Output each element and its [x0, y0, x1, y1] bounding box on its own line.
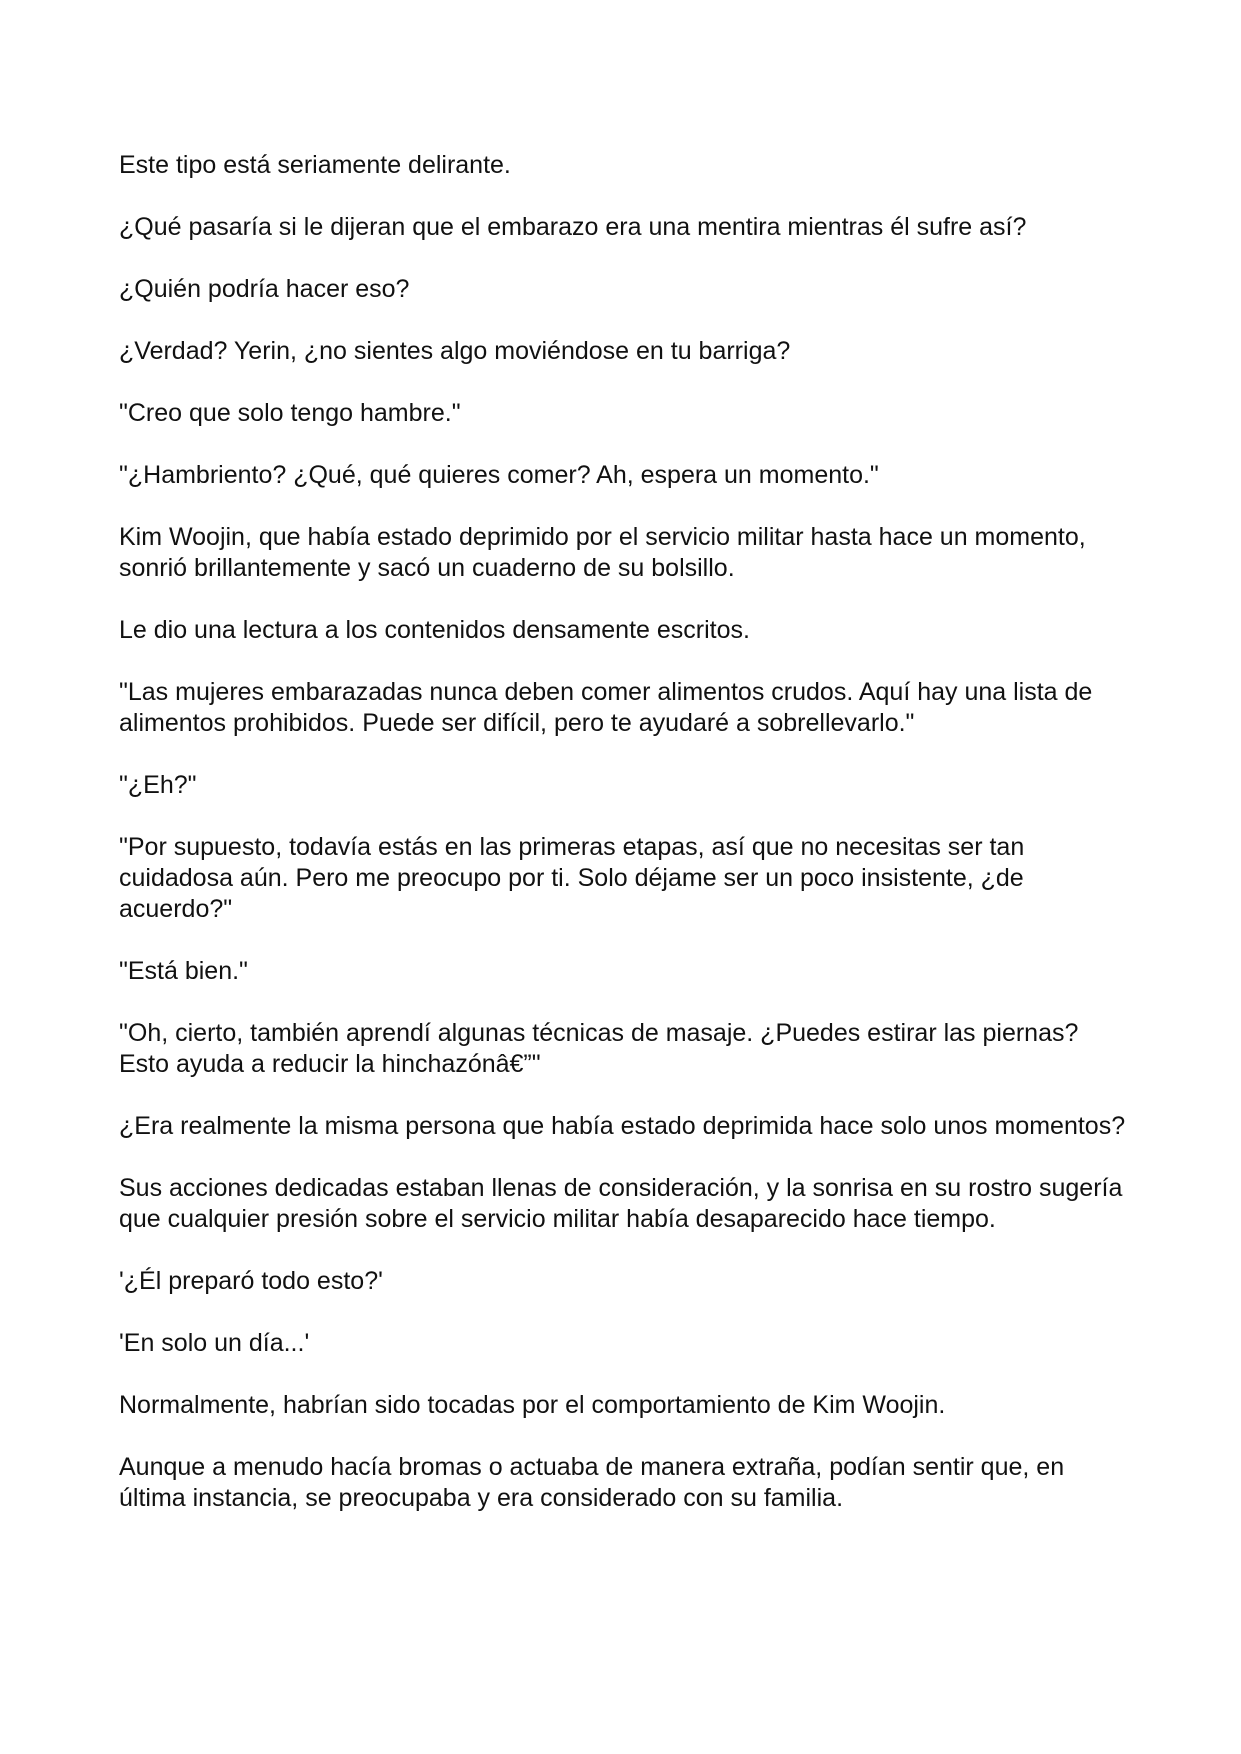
- paragraph: 'En solo un día...': [119, 1329, 310, 1357]
- paragraph: "Las mujeres embarazadas nunca deben comer alimentos crudos. Aquí hay una lista de alimentos prohibidos. Puede ser difícil, pero te ayudaré a sobrellevarlo.": [119, 678, 1093, 737]
- paragraph: Aunque a menudo hacía bromas o actuaba de manera extraña, podían sentir que, en última instancia, se preocupaba y era considerado con su familia.: [119, 1453, 1065, 1512]
- paragraph: Este tipo está seriamente delirante.: [119, 151, 511, 179]
- paragraph: ¿Qué pasaría si le dijeran que el embarazo era una mentira mientras él sufre así?: [119, 213, 1027, 241]
- paragraph: Le dio una lectura a los contenidos densamente escritos.: [119, 616, 750, 644]
- paragraph: Normalmente, habrían sido tocadas por el comportamiento de Kim Woojin.: [119, 1391, 946, 1419]
- document-body: [119, 150, 1129, 1545]
- paragraph: "¿Eh?": [119, 771, 197, 799]
- paragraph: Kim Woojin, que había estado deprimido por el servicio militar hasta hace un momento, sonrió brillantemente y sacó un cuaderno de su bolsillo.: [119, 523, 1086, 582]
- paragraph: ¿Quién podría hacer eso?: [119, 275, 410, 303]
- paragraph: ¿Verdad? Yerin, ¿no sientes algo moviéndose en tu barriga?: [119, 337, 791, 365]
- paragraph: "Oh, cierto, también aprendí algunas técnicas de masaje. ¿Puedes estirar las piernas? Esto ayuda a reducir la hinchazónâ€”": [119, 1019, 1079, 1078]
- paragraph: Sus acciones dedicadas estaban llenas de consideración, y la sonrisa en su rostro sugería que cualquier presión sobre el servicio militar había desaparecido hace tiempo.: [119, 1174, 1123, 1233]
- paragraph: "Por supuesto, todavía estás en las primeras etapas, así que no necesitas ser tan cuidadosa aún. Pero me preocupo por ti. Solo déjame ser un poco insistente, ¿de acuerdo?": [119, 833, 1025, 923]
- paragraph: "¿Hambriento? ¿Qué, qué quieres comer? Ah, espera un momento.": [119, 461, 879, 489]
- paragraph: '¿Él preparó todo esto?': [119, 1267, 383, 1295]
- paragraph: "Está bien.": [119, 957, 248, 985]
- paragraph: "Creo que solo tengo hambre.": [119, 399, 461, 427]
- paragraph: ¿Era realmente la misma persona que había estado deprimida hace solo unos momentos?: [119, 1112, 1126, 1140]
